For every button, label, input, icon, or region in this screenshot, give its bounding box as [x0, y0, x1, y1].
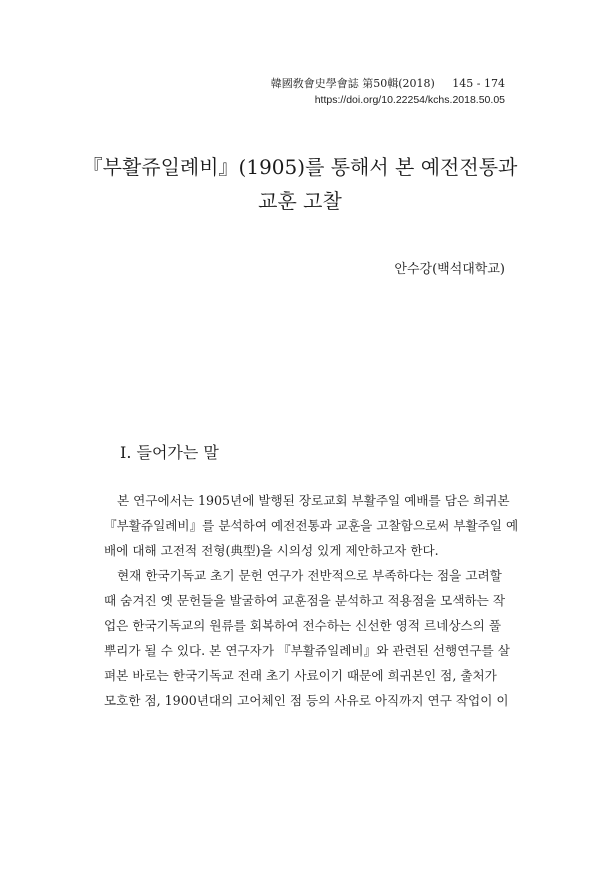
journal-header	[271, 76, 505, 108]
text-line: 배에 대해 고전적 전형(典型)을 시의성 있게 제안하고자 한다.	[104, 543, 439, 558]
paper-title	[0, 150, 600, 218]
section-heading: I. 들어가는 말	[120, 443, 219, 462]
text-line: 뿌리가 될 수 있다. 본 연구자가 『부활쥬일례비』와 관련된 선행연구를 살	[104, 643, 510, 658]
text-line: 때 숨겨진 옛 문헌들을 발굴하여 교훈점을 분석하고 적용점을 모색하는 작	[104, 593, 505, 608]
text-line: 펴본 바로는 한국기독교 전래 초기 사료이기 때문에 희귀본인 점, 출처가	[104, 668, 497, 683]
title-line-1: 『부활쥬일례비』(1905)를 통해서 본 예전전통과	[82, 155, 518, 179]
text-line: 본 연구에서는 1905년에 발행된 장로교회 부활주일 예배를 담은 희귀본	[117, 493, 510, 508]
author-affiliation: 안수강(백석대학교)	[394, 262, 505, 277]
journal-name: 韓國敎會史學會誌 第50輯(2018)	[270, 77, 435, 90]
body-text	[104, 488, 519, 713]
journal-meta	[271, 76, 505, 92]
doi-link[interactable]: https://doi.org/10.22254/kchs.2018.50.05	[314, 94, 505, 106]
paragraph-1	[104, 488, 519, 563]
page-range: 145 - 174	[452, 77, 505, 90]
paragraph-2	[104, 563, 510, 713]
text-line: 『부활쥬일례비』를 분석하여 예전전통과 교훈을 고찰함으로써 부활주일 예	[104, 518, 519, 533]
title-line-2: 교훈 고찰	[258, 189, 342, 213]
text-line: 모호한 점, 1900년대의 고어체인 점 등의 사유로 아직까지 연구 작업이 이	[104, 693, 509, 708]
text-line: 현재 한국기독교 초기 문헌 연구가 전반적으로 부족하다는 점을 고려할	[117, 568, 502, 583]
text-line: 업은 한국기독교의 원류를 회복하여 전수하는 신선한 영적 르네상스의 풀	[104, 618, 501, 633]
